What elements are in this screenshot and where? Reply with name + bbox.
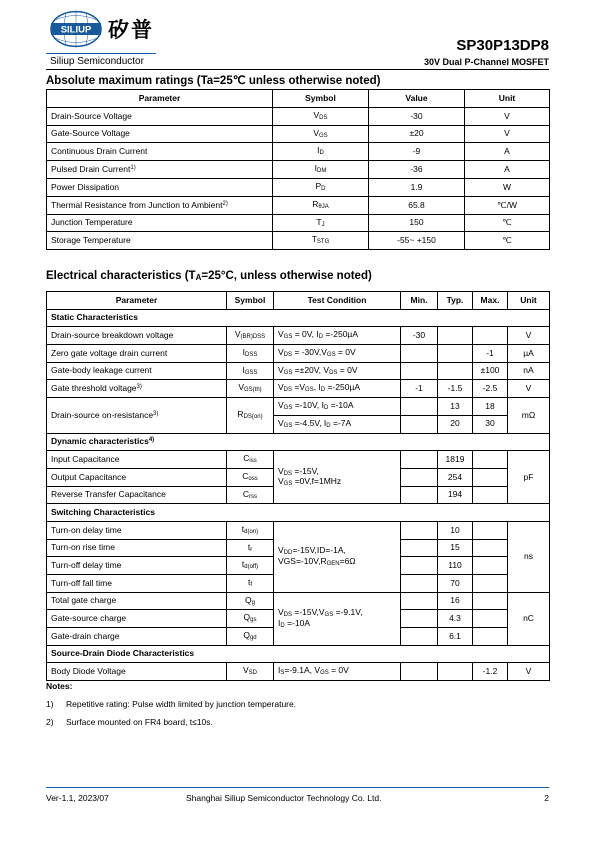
col-parameter: Parameter — [47, 90, 273, 108]
elec-title-sub: A — [195, 273, 202, 282]
typ-cell — [438, 663, 473, 681]
condition-cell: $V_{DS} =V_{GS}$, $I_D =-250\mu A$ — [274, 380, 401, 398]
symbol-cell: $V_{DS}$ — [273, 107, 369, 125]
unit-cell: nA — [508, 362, 550, 380]
unit-cell: A — [465, 161, 550, 179]
unit-cell: W — [465, 178, 550, 196]
notes-title: Notes: — [46, 681, 73, 691]
max-cell — [473, 468, 508, 486]
max-cell: -1 — [473, 345, 508, 363]
symbol-cell: $C_{oss}$ — [227, 468, 274, 486]
header-accent-line — [46, 53, 156, 54]
min-cell — [401, 486, 438, 504]
min-cell — [401, 521, 438, 539]
table-row — [47, 592, 550, 610]
max-cell: ±100 — [473, 362, 508, 380]
col-value: Value — [369, 90, 465, 108]
table-row — [47, 143, 550, 161]
max-cell — [473, 628, 508, 646]
col-typ: Typ. — [438, 292, 473, 310]
value-cell: 65.8 — [369, 196, 465, 214]
table-row — [47, 521, 550, 539]
typ-cell: 6.1 — [438, 628, 473, 646]
min-cell — [401, 398, 438, 416]
footer-version: Ver-1.1, 2023/07 — [46, 793, 109, 803]
table-row — [47, 345, 550, 363]
symbol-cell: $t_r$ — [227, 539, 274, 557]
table-row — [47, 232, 550, 250]
param-cell: Gate-drain charge — [47, 628, 227, 646]
max-cell — [473, 451, 508, 469]
param-cell: Output Capacitance — [47, 468, 227, 486]
condition-cell: $V_{DS} =-15V$, $V_{GS} =0V,f=1MHz$ — [274, 451, 401, 504]
typ-cell — [438, 327, 473, 345]
company-name: Siliup Semiconductor — [50, 56, 144, 67]
min-cell: -1 — [401, 380, 438, 398]
min-cell — [401, 557, 438, 575]
condition-cell: $V_{DS} =-15V,V_{GS} =-9.1V$, $I_D =-10A$ — [274, 592, 401, 645]
header-rule — [46, 69, 549, 70]
max-cell — [473, 486, 508, 504]
unit-cell: ℃ — [465, 232, 550, 250]
value-cell: ±20 — [369, 125, 465, 143]
elec-title-post: =25°C, unless otherwise noted) — [201, 270, 372, 282]
table-row — [47, 214, 550, 232]
symbol-cell: $T_{STG}$ — [273, 232, 369, 250]
param-cell: Turn-on delay time — [47, 521, 227, 539]
condition-cell: $V_{DD}=-15V,ID=-1A$, $VGS=-10V,R_{GEN}=6\Omega$ — [274, 521, 401, 592]
max-cell — [473, 592, 508, 610]
typ-cell: 1819 — [438, 451, 473, 469]
condition-cell: $V_{DS} = -30V,V_{GS} = 0V$ — [274, 345, 401, 363]
unit-cell: ℃ — [465, 214, 550, 232]
unit-cell: µA — [508, 345, 550, 363]
param-cell: Gate threshold voltage$^{3)}$ — [47, 380, 227, 398]
condition-cell: $V_{GS} =-4.5V$, $I_D =-7A$ — [274, 415, 401, 433]
min-cell — [401, 663, 438, 681]
symbol-cell: $R_{DS(on)}$ — [227, 398, 274, 433]
elec-table — [46, 291, 550, 681]
col-parameter: Parameter — [47, 292, 227, 310]
max-cell — [473, 575, 508, 593]
param-cell: Input Capacitance — [47, 451, 227, 469]
max-cell: 18 — [473, 398, 508, 416]
max-cell — [473, 610, 508, 628]
symbol-cell: $I_{GSS}$ — [227, 362, 274, 380]
symbol-cell: $I_{DM}$ — [273, 161, 369, 179]
max-cell — [473, 521, 508, 539]
min-cell — [401, 610, 438, 628]
min-cell — [401, 415, 438, 433]
logo-text: SILIUP — [60, 24, 92, 36]
col-min: Min. — [401, 292, 438, 310]
typ-cell — [438, 362, 473, 380]
min-cell — [401, 592, 438, 610]
symbol-cell: $V_{GS}$ — [273, 125, 369, 143]
symbol-cell: $V_{SD}$ — [227, 663, 274, 681]
part-number: SP30P13DP8 — [456, 37, 549, 54]
param-cell: Pulsed Drain Current$^{1)}$ — [47, 161, 273, 179]
col-test-condition: Test Condition — [274, 292, 401, 310]
table-row — [47, 327, 550, 345]
symbol-cell: $C_{rss}$ — [227, 486, 274, 504]
table-row — [47, 663, 550, 681]
min-cell — [401, 628, 438, 646]
param-cell: Junction Temperature — [47, 214, 273, 232]
max-cell — [473, 557, 508, 575]
param-cell: Continuous Drain Current — [47, 143, 273, 161]
typ-cell — [438, 345, 473, 363]
section-row — [47, 504, 550, 522]
section-row — [47, 645, 550, 663]
section-diode: Source-Drain Diode Characteristics — [47, 645, 550, 663]
value-cell: -9 — [369, 143, 465, 161]
typ-cell: 254 — [438, 468, 473, 486]
min-cell — [401, 575, 438, 593]
page-number: 2 — [544, 793, 549, 803]
typ-cell: 70 — [438, 575, 473, 593]
section-static: Static Characteristics — [47, 309, 550, 327]
typ-cell: -1.5 — [438, 380, 473, 398]
value-cell: -36 — [369, 161, 465, 179]
unit-cell: V — [465, 107, 550, 125]
typ-cell: 16 — [438, 592, 473, 610]
param-cell: Gate-source charge — [47, 610, 227, 628]
symbol-cell: $I_D$ — [273, 143, 369, 161]
section-switching: Switching Characteristics — [47, 504, 550, 522]
footer-rule — [46, 787, 549, 788]
min-cell — [401, 468, 438, 486]
abs-max-header-row — [47, 90, 550, 108]
param-cell: Turn-off delay time — [47, 557, 227, 575]
symbol-cell: $P_D$ — [273, 178, 369, 196]
symbol-cell: $t_{d(off)}$ — [227, 557, 274, 575]
max-cell — [473, 539, 508, 557]
min-cell: -30 — [401, 327, 438, 345]
elec-header-row — [47, 292, 550, 310]
note-item: 1) Repetitive rating: Pulse width limited by junction temperature. — [46, 699, 297, 709]
typ-cell: 13 — [438, 398, 473, 416]
max-cell: -1.2 — [473, 663, 508, 681]
unit-cell: nC — [508, 592, 550, 645]
unit-cell: A — [465, 143, 550, 161]
param-cell: Drain-Source Voltage — [47, 107, 273, 125]
min-cell — [401, 539, 438, 557]
typ-cell: 15 — [438, 539, 473, 557]
symbol-cell: $Q_{gd}$ — [227, 628, 274, 646]
condition-cell: $V_{GS} =-10V$, $I_D =-10A$ — [274, 398, 401, 416]
max-cell: -2.5 — [473, 380, 508, 398]
condition-cell: $V_{GS} = 0V$, $I_D =-250\mu A$ — [274, 327, 401, 345]
param-cell: Drain-source on-resistance$^{3)}$ — [47, 398, 227, 433]
table-row — [47, 161, 550, 179]
section-dynamic: Dynamic characteristics$^{4)}$ — [47, 433, 550, 451]
table-row — [47, 451, 550, 469]
elec-title-pre: Electrical characteristics (T — [46, 270, 196, 282]
param-cell: Drain-source breakdown voltage — [47, 327, 227, 345]
col-unit: Unit — [465, 90, 550, 108]
logo-chinese: 矽普 — [108, 18, 154, 42]
param-cell: Reverse Transfer Capacitance — [47, 486, 227, 504]
condition-cell: $I_S=-9.1A$, $V_{GS} = 0V$ — [274, 663, 401, 681]
unit-cell: mΩ — [508, 398, 550, 433]
unit-cell: ℃/W — [465, 196, 550, 214]
table-row — [47, 125, 550, 143]
symbol-cell: $Q_g$ — [227, 592, 274, 610]
max-cell — [473, 327, 508, 345]
table-row — [47, 362, 550, 380]
unit-cell: V — [508, 380, 550, 398]
param-cell: Turn-on rise time — [47, 539, 227, 557]
param-cell: Storage Temperature — [47, 232, 273, 250]
abs-max-table — [46, 89, 550, 250]
value-cell: -30 — [369, 107, 465, 125]
param-cell: Gate-body leakage current — [47, 362, 227, 380]
symbol-cell: $I_{DSS}$ — [227, 345, 274, 363]
table-row — [47, 196, 550, 214]
condition-cell: $V_{GS} =\pm 20V$, $V_{DS} = 0V$ — [274, 362, 401, 380]
col-symbol: Symbol — [273, 90, 369, 108]
min-cell — [401, 451, 438, 469]
table-row — [47, 178, 550, 196]
symbol-cell: $R_{\theta JA}$ — [273, 196, 369, 214]
typ-cell: 20 — [438, 415, 473, 433]
typ-cell: 4.3 — [438, 610, 473, 628]
col-max: Max. — [473, 292, 508, 310]
unit-cell: pF — [508, 451, 550, 504]
symbol-cell: $T_J$ — [273, 214, 369, 232]
min-cell — [401, 345, 438, 363]
unit-cell: ns — [508, 521, 550, 592]
unit-cell: V — [465, 125, 550, 143]
max-cell: 30 — [473, 415, 508, 433]
symbol-cell: $V_{(BR)DSS}$ — [227, 327, 274, 345]
param-cell: Body Diode Voltage — [47, 663, 227, 681]
param-cell: Total gate charge — [47, 592, 227, 610]
symbol-cell: $t_f$ — [227, 575, 274, 593]
symbol-cell: $C_{iss}$ — [227, 451, 274, 469]
value-cell: -55~ +150 — [369, 232, 465, 250]
min-cell — [401, 362, 438, 380]
param-cell: Thermal Resistance from Junction to Ambient$^{2)}$ — [47, 196, 273, 214]
symbol-cell: $t_{d(on)}$ — [227, 521, 274, 539]
part-subtitle: 30V Dual P-Channel MOSFET — [423, 57, 549, 67]
unit-cell: V — [508, 327, 550, 345]
param-cell: Zero gate voltage drain current — [47, 345, 227, 363]
elec-title — [46, 270, 372, 282]
footer-company: Shanghai Siliup Semiconductor Technology Co. Ltd. — [186, 793, 382, 803]
typ-cell: 194 — [438, 486, 473, 504]
symbol-cell: $Q_{gs}$ — [227, 610, 274, 628]
section-row — [47, 309, 550, 327]
note-item: 2) Surface mounted on FR4 board, t≤10s. — [46, 717, 213, 727]
table-row — [47, 380, 550, 398]
param-cell: Turn-off fall time — [47, 575, 227, 593]
unit-cell: V — [508, 663, 550, 681]
table-row — [47, 398, 550, 416]
typ-cell: 110 — [438, 557, 473, 575]
symbol-cell: $V_{GS(th)}$ — [227, 380, 274, 398]
col-symbol: Symbol — [227, 292, 274, 310]
value-cell: 1.9 — [369, 178, 465, 196]
param-cell: Power Dissipation — [47, 178, 273, 196]
siliup-logo — [50, 10, 102, 48]
typ-cell: 10 — [438, 521, 473, 539]
col-unit: Unit — [508, 292, 550, 310]
section-row — [47, 433, 550, 451]
value-cell: 150 — [369, 214, 465, 232]
abs-max-title: Absolute maximum ratings (Ta=25℃ unless otherwise noted) — [46, 75, 381, 87]
table-row — [47, 107, 550, 125]
param-cell: Gate-Source Voltage — [47, 125, 273, 143]
